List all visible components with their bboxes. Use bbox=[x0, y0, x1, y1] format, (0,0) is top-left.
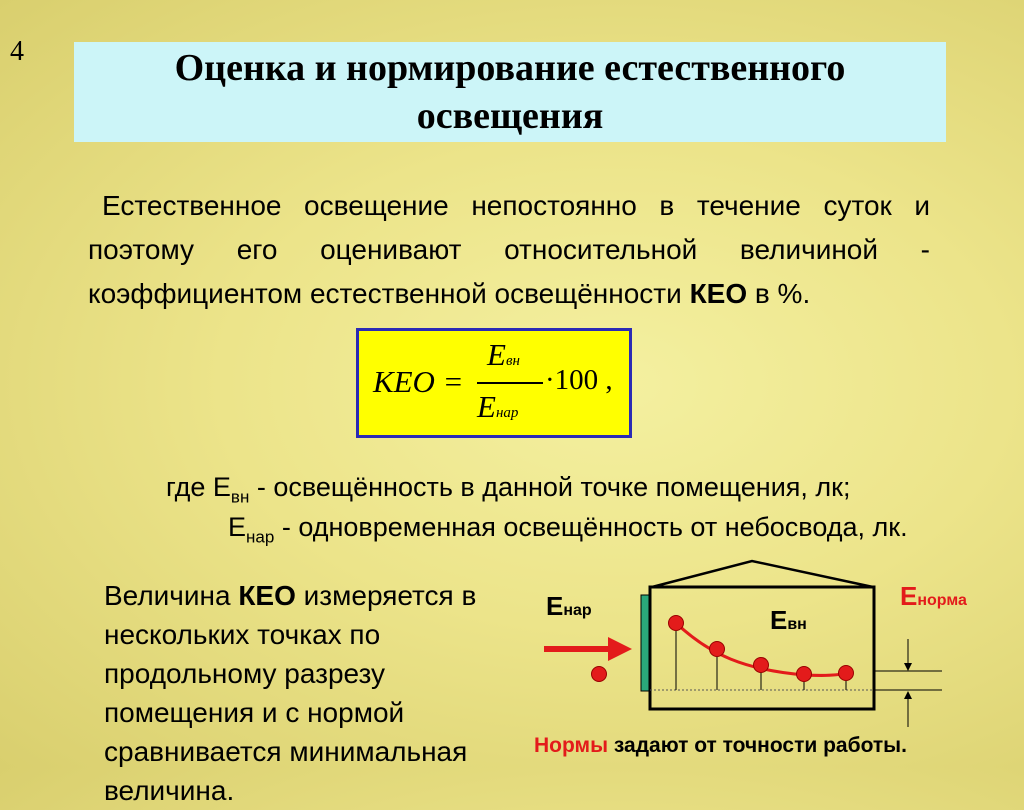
room-section-diagram bbox=[540, 555, 1010, 735]
measure-point-2 bbox=[710, 642, 725, 657]
norm-note-rest: задают от точности работы. bbox=[608, 734, 907, 757]
norm-note-red: Нормы bbox=[534, 734, 609, 757]
slide-title: Оценка и нормирование естественного освещения bbox=[174, 47, 846, 137]
formula-numerator-sub: вн bbox=[505, 353, 520, 369]
formula-box bbox=[356, 328, 632, 438]
window bbox=[641, 595, 649, 691]
measure-point-5 bbox=[839, 666, 854, 681]
formula-multiplier: ·100 , bbox=[545, 364, 613, 396]
fraction-bar bbox=[477, 382, 543, 384]
outside-label: Енар bbox=[546, 591, 592, 621]
intro-text-after: в %. bbox=[747, 278, 811, 309]
formula-denominator-letter: E bbox=[477, 389, 496, 424]
measurement-keo: КЕО bbox=[238, 580, 296, 611]
norm-label: Енорма bbox=[900, 581, 967, 611]
definition-enar: $Е_{нар}$ - одновременная освещённость от небосвода, лк. bbox=[228, 512, 908, 547]
norm-arrowhead-up bbox=[904, 691, 912, 699]
incoming-arrowhead bbox=[608, 637, 632, 661]
title-banner bbox=[74, 42, 946, 142]
intro-paragraph bbox=[88, 184, 930, 316]
roof-outline bbox=[652, 561, 873, 587]
formula-numerator-letter: E bbox=[487, 337, 506, 372]
measure-point-4 bbox=[797, 667, 812, 682]
norm-arrowhead-down bbox=[904, 663, 912, 671]
measure-point-1 bbox=[669, 616, 684, 631]
definition-evn: где $Е_{вн}$ - освещённость в данной точке помещения, лк; bbox=[166, 472, 851, 507]
intro-keo: КЕО bbox=[689, 278, 748, 309]
slide-number: 4 bbox=[10, 36, 24, 67]
room-outline bbox=[650, 587, 874, 709]
measure-point-3 bbox=[754, 658, 769, 673]
formula-denominator-sub: нар bbox=[495, 405, 519, 421]
inside-label: Евн bbox=[770, 605, 807, 635]
formula-lhs: КЕО = bbox=[373, 364, 464, 399]
measurement-paragraph: Величина КЕО измеряется в нескольких точках по продольному разрезу помещения и с нормой сравнивается минимальная величина. bbox=[104, 580, 477, 806]
formula-numerator bbox=[487, 337, 520, 373]
outside-point bbox=[592, 667, 607, 682]
formula-denominator bbox=[477, 389, 518, 425]
norm-note bbox=[534, 734, 907, 758]
intro-text-before: Естественное освещение непостоянно в течение суток и поэтому его оценивают относительной величиной - коэффициентом естественной освещённости bbox=[88, 190, 930, 309]
